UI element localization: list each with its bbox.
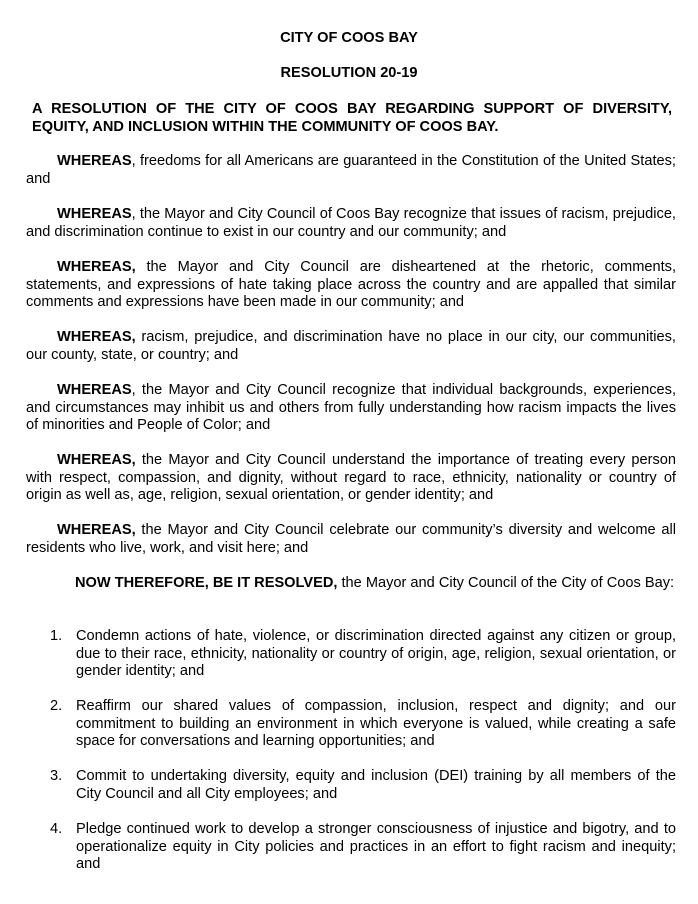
whereas-text: the Mayor and City Council understand the importance of treating every person with respect, compassion, and dignity, without regard to race, ethnicity, nationality or country of origin as well as, age, religion, sexual orientation, or gender identity; and — [26, 452, 676, 503]
whereas-paragraph — [26, 153, 676, 188]
whereas-lead: WHEREAS — [57, 153, 132, 169]
whereas-text: racism, prejudice, and discrimination have no place in our city, our communities, our county, state, or country; and — [26, 329, 676, 363]
whereas-lead: WHEREAS, — [57, 522, 136, 538]
item-number: 3. — [50, 768, 63, 784]
whereas-text: the Mayor and City Council celebrate our community’s diversity and welcome all residents who live, work, and visit here; and — [26, 522, 676, 556]
whereas-paragraph — [26, 452, 676, 505]
item-text: Commit to undertaking diversity, equity and inclusion (DEI) training by all members of the City Council and all City employees; and — [76, 768, 676, 802]
whereas-text: , freedoms for all Americans are guaranteed in the Constitution of the United States; and — [26, 153, 676, 187]
whereas-paragraph — [26, 259, 676, 312]
whereas-lead: WHEREAS, — [57, 329, 136, 345]
resolved-text: the Mayor and City Council of the City of Coos Bay: — [337, 575, 675, 591]
whereas-lead: WHEREAS, — [57, 452, 136, 468]
item-text: Reaffirm our shared values of compassion, inclusion, respect and dignity; and our commitment to building an environment in which everyone is valued, while creating a safe space for conversations and learning opportunities; and — [76, 698, 676, 749]
whereas-text: , the Mayor and City Council recognize that individual backgrounds, experiences, and circumstances may inhibit us and others from fully understanding how racism impacts the lives of minorities and People of Color; and — [26, 382, 676, 433]
whereas-lead: WHEREAS, — [57, 259, 136, 275]
whereas-text: the Mayor and City Council are disheartened at the rhetoric, comments, statements, and expressions of hate taking place across the country and are appalled that similar comments and expressions have been made in our community; and — [26, 259, 676, 310]
item-text: Pledge continued work to develop a stronger consciousness of injustice and bigotry, and to operationalize equity in City policies and practices in an effort to fight racism and inequity; and — [76, 821, 676, 872]
whereas-paragraph — [26, 206, 676, 241]
resolution-number: RESOLUTION 20-19 — [280, 65, 418, 81]
whereas-lead: WHEREAS — [57, 382, 132, 398]
resolved-paragraph — [26, 575, 676, 593]
whereas-paragraph — [26, 382, 676, 435]
resolution-heading: A RESOLUTION OF THE CITY OF COOS BAY REGARDING SUPPORT OF DIVERSITY, EQUITY, AND INCLUSION WITHIN THE COMMUNITY OF COOS BAY. — [32, 101, 672, 135]
item-number: 4. — [50, 821, 63, 837]
whereas-paragraph — [26, 522, 676, 557]
whereas-paragraph — [26, 329, 676, 364]
item-text: Condemn actions of hate, violence, or discrimination directed against any citizen or group, due to their race, ethnicity, nationality or country of origin, age, religion, sexual orientation, or gender identity; and — [76, 628, 676, 679]
whereas-text: , the Mayor and City Council of Coos Bay recognize that issues of racism, prejudice, and discrimination continue to exist in our country and our community; and — [26, 206, 676, 240]
whereas-lead: WHEREAS — [57, 206, 132, 222]
item-number: 1. — [50, 628, 63, 644]
city-title: CITY OF COOS BAY — [280, 30, 418, 46]
item-number: 2. — [50, 698, 63, 714]
resolved-lead: NOW THEREFORE, BE IT RESOLVED, — [75, 575, 338, 591]
